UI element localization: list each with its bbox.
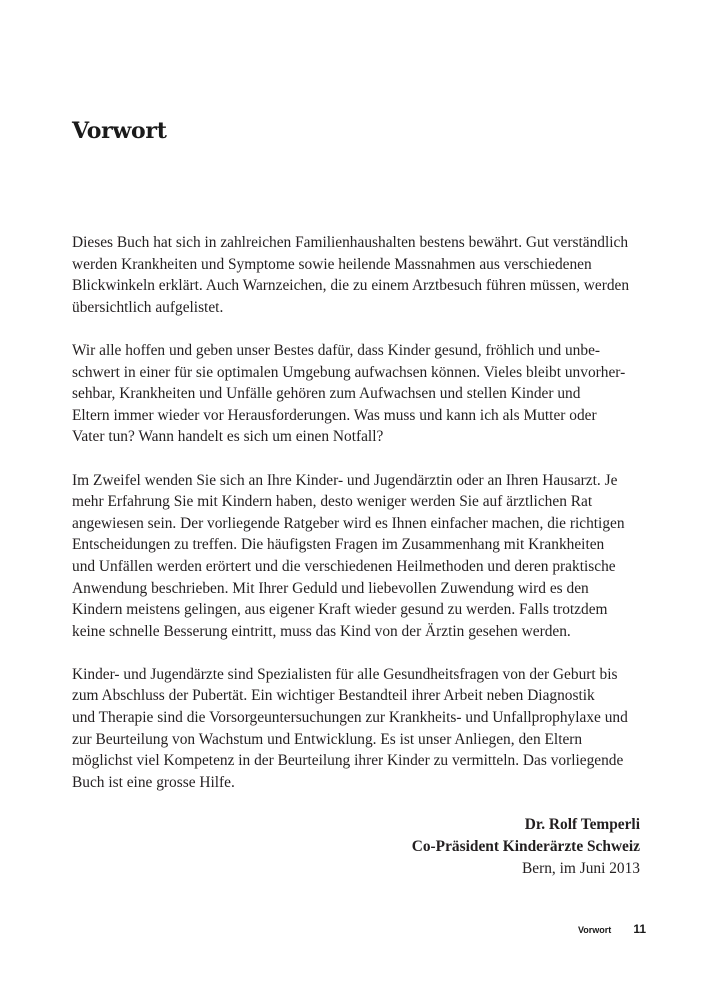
signature-block [412, 814, 640, 880]
paragraph-3 [72, 470, 632, 643]
signature-role: Co-Präsident Kinderärzte Schweiz [411, 838, 640, 855]
text-line: übersichtlich aufgelistet. [72, 298, 224, 316]
page-title: Vorwort [72, 118, 167, 144]
text-line: schwert in einer für sie optimalen Umgebung aufwachsen können. Vieles bleibt unvorher- [72, 363, 626, 381]
text-line: und Unfällen werden erörtert und die verschiedenen Heilmethoden und deren praktische [72, 557, 616, 575]
text-line: Eltern immer wieder vor Herausforderungen. Was muss und kann ich als Mutter oder [72, 406, 597, 424]
paragraph-2 [72, 340, 632, 448]
body-text [72, 232, 632, 815]
paragraph-1 [72, 232, 632, 318]
text-line: sehbar, Krankheiten und Unfälle gehören zum Aufwachsen und stellen Kinder und [72, 385, 581, 403]
text-line: zur Beurteilung von Wachstum und Entwicklung. Es ist unser Anliegen, den Eltern [72, 730, 583, 748]
footer-section-title: Vorwort [577, 925, 612, 935]
paragraph-4 [72, 664, 632, 794]
text-line: keine schnelle Besserung eintritt, muss das Kind von der Ärztin gesehen werden. [72, 622, 571, 640]
text-line: zum Abschluss der Pubertät. Ein wichtiger Bestandteil ihrer Arbeit neben Diagnostik [72, 687, 595, 705]
text-line: Vater tun? Wann handelt es sich um einen Notfall? [72, 428, 384, 446]
text-line: und Therapie sind die Vorsorgeuntersuchungen zur Krankheits- und Unfallprophylaxe und [72, 709, 628, 727]
text-line: Blickwinkeln erklärt. Auch Warnzeichen, die zu einem Arztbesuch führen müssen, werden [72, 277, 630, 295]
text-line: Kinder- und Jugendärzte sind Spezialisten für alle Gesundheitsfragen von der Geburt bis [72, 665, 618, 683]
signature-name: Dr. Rolf Temperli [524, 816, 640, 833]
text-line: möglichst viel Kompetenz in der Beurteilung ihrer Kinder zu vermitteln. Das vorliegende [72, 752, 624, 770]
text-line: Dieses Buch hat sich in zahlreichen Familienhaushalten bestens bewährt. Gut verständlich [72, 234, 629, 251]
text-line: Anwendung beschrieben. Mit Ihrer Geduld und liebevollen Zuwendung wird es den [72, 579, 589, 597]
signature-place-date: Bern, im Juni 2013 [522, 860, 640, 877]
page-number: 11 [633, 922, 646, 936]
text-line: werden Krankheiten und Symptome sowie heilende Massnahmen aus verschiedenen [72, 255, 592, 273]
text-line: Buch ist eine grosse Hilfe. [72, 773, 235, 791]
text-line: angewiesen sein. Der vorliegende Ratgeber wird es Ihnen einfacher machen, die richtigen [72, 514, 625, 532]
text-line: Entscheidungen zu treffen. Die häufigsten Fragen im Zusammenhang mit Krankheiten [72, 536, 605, 554]
text-line: mehr Erfahrung Sie mit Kindern haben, desto weniger werden Sie auf ärztlichen Rat [72, 493, 593, 511]
text-line: Kindern meistens gelingen, aus eigener Kraft wieder gesund zu werden. Falls trotzdem [72, 601, 608, 619]
text-line: Im Zweifel wenden Sie sich an Ihre Kinder- und Jugendärztin oder an Ihren Hausarzt. Je [72, 471, 618, 489]
page-footer [578, 922, 646, 936]
text-line: Wir alle hoffen und geben unser Bestes dafür, dass Kinder gesund, fröhlich und unbe- [72, 341, 601, 359]
